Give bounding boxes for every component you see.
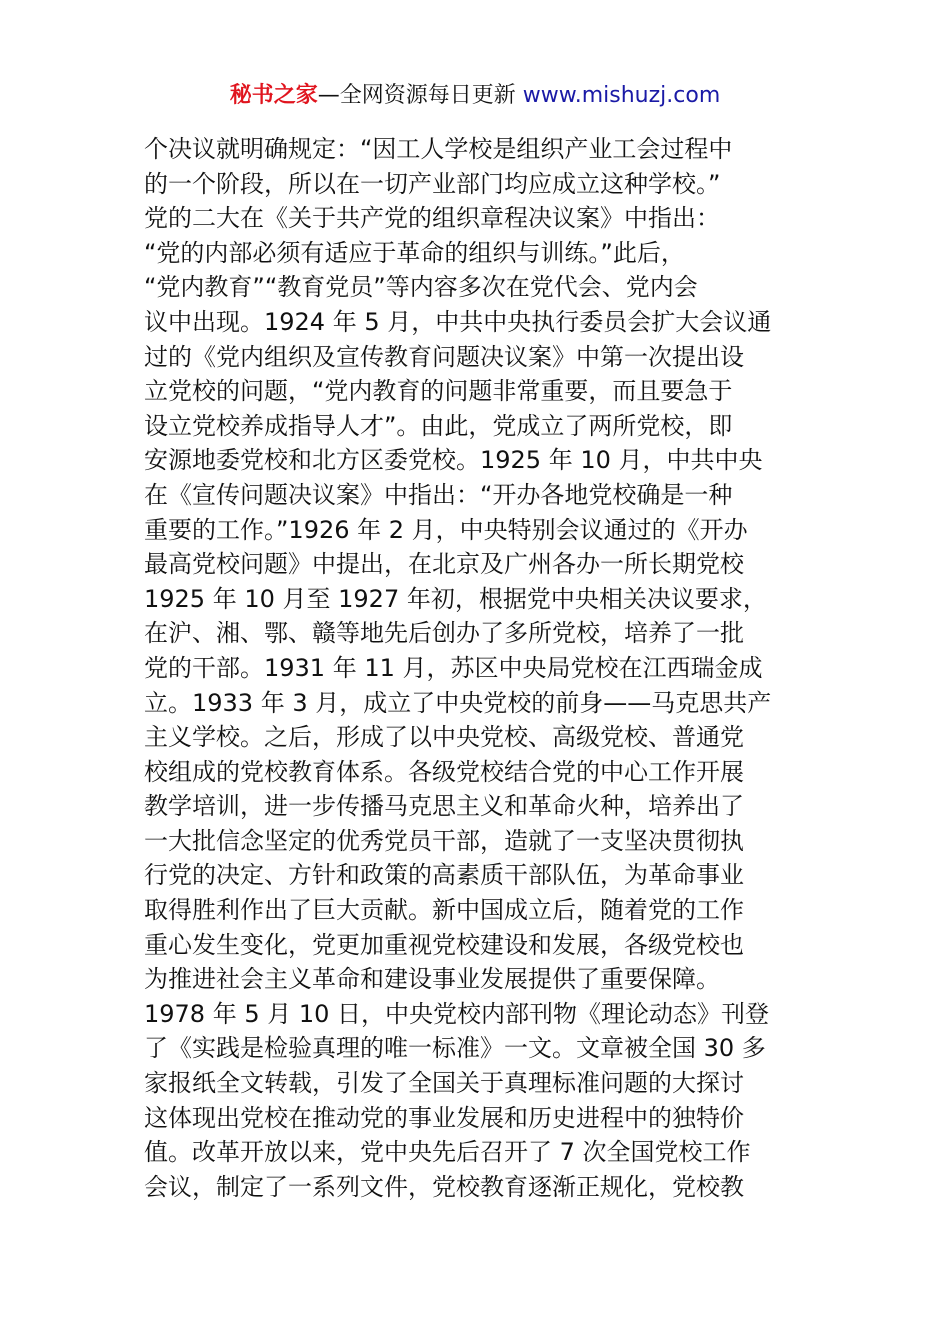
text-line: 行党的决定、方针和政策的高素质干部队伍，为革命事业 [144,861,744,890]
page-header [0,80,950,112]
text-line: 在沪、湘、鄂、赣等地先后创办了多所党校，培养了一批 [144,619,744,648]
text-line: “党的内部必须有适应于革命的组织与训练。”此后， [144,238,685,267]
text-line: 教学培训，进一步传播马克思主义和革命火种，培养出了 [144,792,744,821]
site-tagline: —全网资源每日更新 [317,83,523,108]
text-line: 1978 年 5 月 10 日，中央党校内部刊物《理论动态》刊登 [144,999,770,1028]
text-line: 这体现出党校在推动党的事业发展和历史进程中的独特价 [144,1103,744,1132]
text-line: 家报纸全文转载，引发了全国关于真理标准问题的大探讨 [144,1069,744,1098]
text-line: 重心发生变化，党更加重视党校建设和发展，各级党校也 [144,930,744,959]
text-line: 主义学校。之后，形成了以中央党校、高级党校、普通党 [144,723,744,752]
text-line: 过的《党内组织及宣传教育问题决议案》中第一次提出设 [144,342,744,371]
document-body [144,132,824,1204]
text-line: 会议，制定了一系列文件，党校教育逐渐正规化，党校教 [144,1172,744,1201]
text-line: 为推进社会主义革命和建设事业发展提供了重要保障。 [144,965,720,994]
site-brand: 秘书之家 [229,83,318,108]
text-line: 立。1933 年 3 月，成立了中央党校的前身——马克思共产 [144,688,772,717]
text-line: 议中出现。1924 年 5 月，中共中央执行委员会扩大会议通 [144,307,772,336]
text-line: 党的干部。1931 年 11 月，苏区中央局党校在江西瑞金成 [144,653,763,682]
text-line: 的一个阶段，所以在一切产业部门均应成立这种学校。” [144,169,721,198]
text-line: 安源地委党校和北方区委党校。1925 年 10 月，中共中央 [144,446,763,475]
text-line: 个决议就明确规定：“因工人学校是组织产业工会过程中 [144,135,733,163]
text-line: 取得胜利作出了巨大贡献。新中国成立后，随着党的工作 [144,896,744,925]
text-line: 校组成的党校教育体系。各级党校结合党的中心工作开展 [144,757,744,786]
text-line: 立党校的问题，“党内教育的问题非常重要，而且要急于 [144,377,733,406]
site-url-link[interactable]: www.mishuzj.com [522,83,721,108]
text-line: 党的二大在《关于共产党的组织章程决议案》中指出： [144,204,720,233]
text-line: 了《实践是检验真理的唯一标准》一文。文章被全国 30 多 [144,1034,766,1063]
text-line: 设立党校养成指导人才”。由此，党成立了两所党校，即 [144,411,733,440]
text-line: 值。改革开放以来，党中央先后召开了 7 次全国党校工作 [144,1138,751,1167]
text-line: “党内教育”“教育党员”等内容多次在党代会、党内会 [144,273,698,302]
text-line: 最高党校问题》中提出，在北京及广州各办一所长期党校 [144,550,744,579]
text-line: 1925 年 10 月至 1927 年初，根据党中央相关决议要求， [144,584,767,613]
text-line: 在《宣传问题决议案》中指出：“开办各地党校确是一种 [144,480,733,509]
text-line: 重要的工作。”1926 年 2 月，中央特别会议通过的《开办 [144,515,748,544]
text-line: 一大批信念坚定的优秀党员干部，造就了一支坚决贯彻执 [144,826,744,855]
